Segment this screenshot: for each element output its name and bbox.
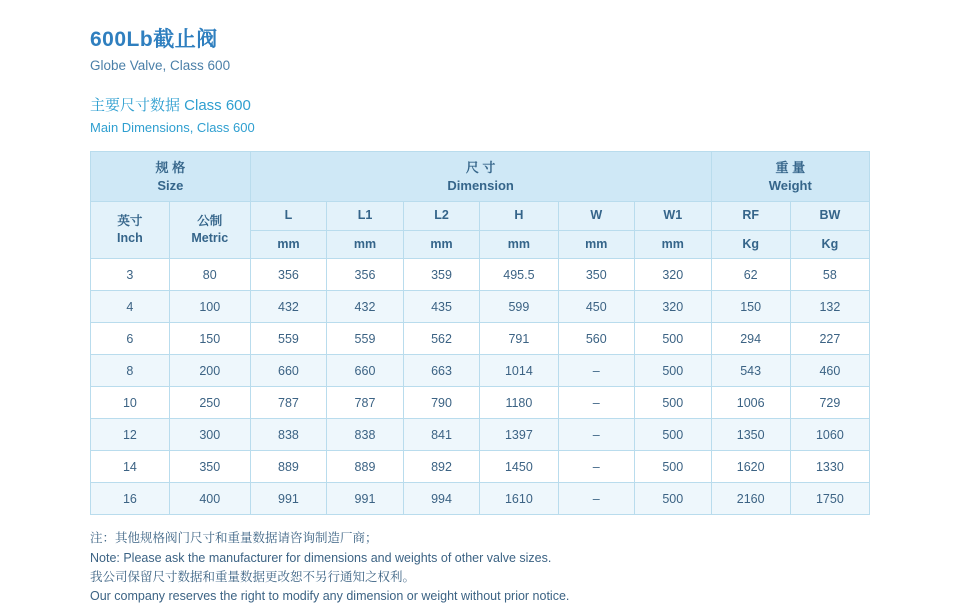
section-subtitle-cn: 主要尺寸数据 Class 600 <box>90 96 251 114</box>
table-body <box>91 259 870 515</box>
cell-l: 889 <box>250 451 327 483</box>
unit-header-l2: mm <box>403 230 480 259</box>
cell-l2: 892 <box>403 451 480 483</box>
cell-w: – <box>558 419 635 451</box>
cell-l: 356 <box>250 259 327 291</box>
cell-rf: 1006 <box>711 387 790 419</box>
cell-h: 1014 <box>480 355 558 387</box>
cell-l: 787 <box>250 387 327 419</box>
group-header-size-en: Size <box>157 177 184 193</box>
unit-header-w1: mm <box>635 230 712 259</box>
cell-h: 599 <box>480 291 558 323</box>
column-header-w: W <box>558 202 635 231</box>
cell-w: – <box>558 387 635 419</box>
cell-l2: 663 <box>403 355 480 387</box>
column-header-rf: RF <box>711 202 790 231</box>
cell-w1: 500 <box>635 323 712 355</box>
cell-rf: 62 <box>711 259 790 291</box>
table-row <box>91 419 870 451</box>
cell-l2: 562 <box>403 323 480 355</box>
column-header-l: L <box>250 202 327 231</box>
cell-h: 1397 <box>480 419 558 451</box>
cell-inch: 10 <box>91 387 170 419</box>
unit-header-l1: mm <box>327 230 404 259</box>
cell-rf: 543 <box>711 355 790 387</box>
dimensions-table <box>90 151 870 515</box>
header-row-groups <box>91 152 870 202</box>
cell-rf: 1620 <box>711 451 790 483</box>
column-header-inch <box>91 202 170 259</box>
table-header <box>91 152 870 259</box>
cell-h: 1180 <box>480 387 558 419</box>
cell-inch: 3 <box>91 259 170 291</box>
group-header-size-cn: 规 格 <box>155 160 186 176</box>
cell-metric: 300 <box>169 419 250 451</box>
cell-l: 838 <box>250 419 327 451</box>
group-header-dimension <box>250 152 711 202</box>
group-header-size <box>91 152 251 202</box>
column-header-bw: BW <box>790 202 869 231</box>
group-header-weight-en: Weight <box>768 177 812 193</box>
table-row <box>91 483 870 515</box>
cell-inch: 6 <box>91 323 170 355</box>
cell-h: 1610 <box>480 483 558 515</box>
cell-inch: 14 <box>91 451 170 483</box>
cell-w: – <box>558 451 635 483</box>
note-line-3: 我公司保留尺寸数据和重量数据更改恕不另行通知之权利。 <box>90 569 416 584</box>
cell-rf: 150 <box>711 291 790 323</box>
cell-inch: 12 <box>91 419 170 451</box>
cell-l1: 432 <box>327 291 404 323</box>
cell-inch: 4 <box>91 291 170 323</box>
cell-w: 450 <box>558 291 635 323</box>
cell-w: – <box>558 355 635 387</box>
cell-w1: 500 <box>635 451 712 483</box>
cell-metric: 250 <box>169 387 250 419</box>
cell-w1: 320 <box>635 259 712 291</box>
cell-h: 495.5 <box>480 259 558 291</box>
column-header-metric <box>169 202 250 259</box>
cell-metric: 400 <box>169 483 250 515</box>
cell-metric: 350 <box>169 451 250 483</box>
cell-inch: 16 <box>91 483 170 515</box>
cell-bw: 58 <box>790 259 869 291</box>
page-title-en: Globe Valve, Class 600 <box>90 58 231 74</box>
cell-h: 1450 <box>480 451 558 483</box>
cell-metric: 150 <box>169 323 250 355</box>
cell-l1: 838 <box>327 419 404 451</box>
column-header-inch-en: Inch <box>117 231 143 246</box>
column-header-inch-cn: 英寸 <box>117 213 143 228</box>
column-header-metric-en: Metric <box>191 231 229 246</box>
column-header-l1: L1 <box>327 202 404 231</box>
cell-bw: 227 <box>790 323 869 355</box>
cell-inch: 8 <box>91 355 170 387</box>
group-header-weight <box>711 152 869 202</box>
table-row <box>91 323 870 355</box>
cell-bw: 1060 <box>790 419 869 451</box>
table-row <box>91 387 870 419</box>
cell-l2: 359 <box>403 259 480 291</box>
unit-header-l: mm <box>250 230 327 259</box>
unit-header-h: mm <box>480 230 558 259</box>
unit-header-bw: Kg <box>790 230 869 259</box>
cell-l: 559 <box>250 323 327 355</box>
group-header-weight-cn: 重 量 <box>775 160 806 176</box>
cell-l: 432 <box>250 291 327 323</box>
cell-l: 660 <box>250 355 327 387</box>
group-header-dimension-cn: 尺 寸 <box>465 160 496 176</box>
group-header-dimension-en: Dimension <box>447 177 514 193</box>
cell-l1: 787 <box>327 387 404 419</box>
table-row <box>91 291 870 323</box>
cell-w: 560 <box>558 323 635 355</box>
cell-l1: 559 <box>327 323 404 355</box>
unit-header-rf: Kg <box>711 230 790 259</box>
header-row-labels <box>91 202 870 231</box>
cell-w1: 320 <box>635 291 712 323</box>
cell-l2: 790 <box>403 387 480 419</box>
cell-w: 350 <box>558 259 635 291</box>
cell-w1: 500 <box>635 387 712 419</box>
cell-l1: 991 <box>327 483 404 515</box>
cell-l1: 660 <box>327 355 404 387</box>
cell-metric: 100 <box>169 291 250 323</box>
cell-rf: 1350 <box>711 419 790 451</box>
column-header-h: H <box>480 202 558 231</box>
note-line-1: 注：其他规格阀门尺寸和重量数据请咨询制造厂商； <box>90 531 378 546</box>
cell-l1: 356 <box>327 259 404 291</box>
table-row <box>91 451 870 483</box>
cell-l2: 994 <box>403 483 480 515</box>
note-line-4: Our company reserves the right to modify any dimension or weight without prior notice. <box>90 589 570 604</box>
cell-l2: 841 <box>403 419 480 451</box>
cell-w: – <box>558 483 635 515</box>
cell-l1: 889 <box>327 451 404 483</box>
page-title-cn: 600Lb截止阀 <box>90 28 218 51</box>
table-row <box>91 355 870 387</box>
cell-w1: 500 <box>635 483 712 515</box>
cell-l2: 435 <box>403 291 480 323</box>
cell-h: 791 <box>480 323 558 355</box>
cell-bw: 1750 <box>790 483 869 515</box>
column-header-metric-cn: 公制 <box>197 213 223 228</box>
note-line-2: Note: Please ask the manufacturer for dimensions and weights of other valve sizes. <box>90 550 552 565</box>
column-header-w1: W1 <box>635 202 712 231</box>
unit-header-w: mm <box>558 230 635 259</box>
cell-bw: 729 <box>790 387 869 419</box>
cell-metric: 80 <box>169 259 250 291</box>
cell-metric: 200 <box>169 355 250 387</box>
cell-bw: 460 <box>790 355 869 387</box>
cell-rf: 294 <box>711 323 790 355</box>
cell-l: 991 <box>250 483 327 515</box>
table-row <box>91 259 870 291</box>
section-subtitle-en: Main Dimensions, Class 600 <box>90 119 255 135</box>
cell-w1: 500 <box>635 419 712 451</box>
cell-w1: 500 <box>635 355 712 387</box>
column-header-l2: L2 <box>403 202 480 231</box>
cell-bw: 132 <box>790 291 869 323</box>
cell-rf: 2160 <box>711 483 790 515</box>
cell-bw: 1330 <box>790 451 869 483</box>
